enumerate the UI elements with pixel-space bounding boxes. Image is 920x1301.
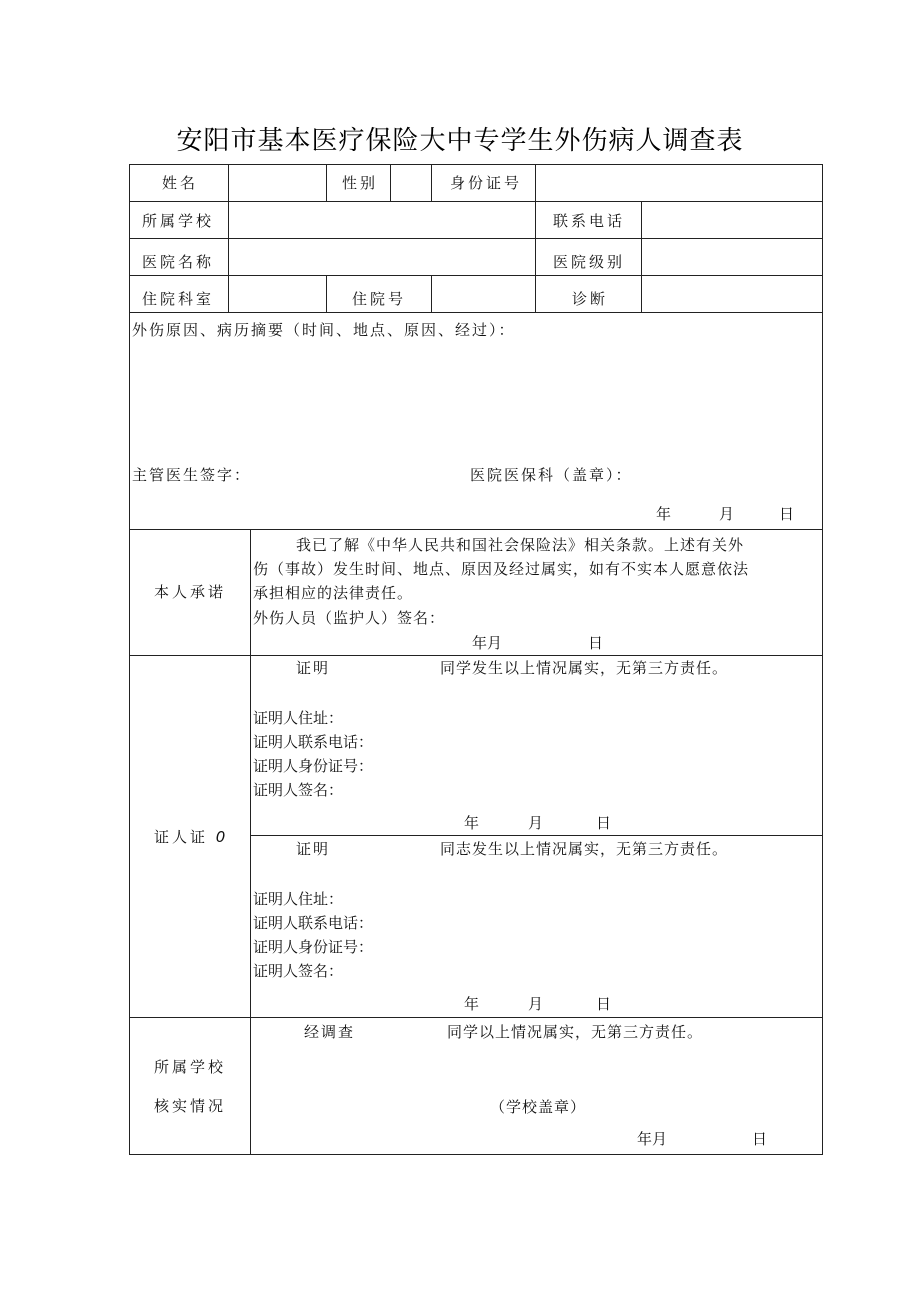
date-day: 日 (752, 1130, 768, 1148)
witness-signature-label: 证明人签名： (253, 781, 344, 799)
school-verify-label: 所属学校 (154, 1058, 227, 1076)
commitment-text-line: 承担相应的法律责任。 (253, 584, 414, 602)
commitment-label: 本人承诺 (154, 583, 227, 601)
witness-phone-label: 证明人联系电话： (253, 733, 374, 751)
row-divider (129, 312, 823, 313)
page-title: 安阳市基本医疗保险大中专学生外伤病人调查表 (176, 126, 744, 156)
row-divider (250, 835, 823, 836)
gender-label: 性别 (342, 174, 379, 192)
insurance-dept-stamp-label: 医院医保科（盖章）： (470, 466, 633, 484)
doctor-signature-label: 主管医生签字： (132, 466, 252, 484)
gender-field[interactable] (391, 165, 431, 201)
hospital-level-label: 医院级别 (553, 253, 626, 271)
column-divider (326, 275, 327, 312)
school-verify-label: 核实情况 (154, 1097, 227, 1115)
date-day: 日 (588, 634, 604, 652)
department-label: 住院科室 (142, 290, 215, 308)
admission-number-label: 住院号 (352, 290, 407, 308)
witness-id-label: 证明人身份证号： (253, 757, 374, 775)
row-divider (129, 655, 823, 656)
table-border-bottom (129, 1154, 823, 1155)
witness-id-label: 证明人身份证号： (253, 938, 374, 956)
witness-signature-label: 证明人签名： (253, 962, 344, 980)
date-year: 年 (464, 814, 480, 832)
investigated-label: 经调查 (304, 1023, 356, 1041)
table-border-left (129, 164, 130, 1155)
witness-statement: 同学发生以上情况属实，无第三方责任。 (440, 659, 729, 677)
date-month: 月 (719, 505, 735, 523)
prove-label: 证明 (296, 840, 331, 858)
diagnosis-field[interactable] (642, 276, 822, 312)
date-month: 月 (528, 814, 544, 832)
guardian-signature-label: 外伤人员（监护人）签名： (253, 609, 446, 627)
injury-cause-label: 外伤原因、病历摘要（时间、地点、原因、经过）： (132, 321, 516, 339)
date-day: 日 (779, 505, 795, 523)
department-field[interactable] (229, 276, 326, 312)
witness-statement: 同志发生以上情况属实，无第三方责任。 (440, 840, 729, 858)
commitment-text-line: 我已了解《中华人民共和国社会保险法》相关条款。上述有关外 (296, 536, 745, 554)
date-year: 年 (656, 505, 672, 523)
id-number-label: 身份证号 (450, 174, 523, 192)
hospital-name-label: 医院名称 (142, 253, 215, 271)
phone-field[interactable] (642, 202, 822, 238)
date-month: 月 (528, 995, 544, 1013)
column-divider (431, 164, 432, 201)
table-border-right (822, 164, 823, 1155)
date-day: 日 (596, 995, 612, 1013)
injury-summary-area[interactable] (131, 342, 821, 457)
witness-address-label: 证明人住址： (253, 709, 344, 727)
school-statement: 同学以上情况属实，无第三方责任。 (447, 1023, 704, 1041)
witness-address-label: 证明人住址： (253, 890, 344, 908)
date-day: 日 (596, 814, 612, 832)
row-divider (129, 1017, 823, 1018)
school-label: 所属学校 (142, 212, 215, 230)
id-number-field[interactable] (536, 165, 822, 201)
date-year-month: 年月 (472, 634, 503, 652)
school-stamp-label: （学校盖章） (490, 1098, 587, 1116)
name-label: 姓名 (162, 174, 199, 192)
row-divider (129, 529, 823, 530)
name-field[interactable] (229, 165, 326, 201)
hospital-name-field[interactable] (229, 239, 535, 275)
hospital-level-field[interactable] (642, 239, 822, 275)
admission-number-field[interactable] (432, 276, 535, 312)
school-field[interactable] (229, 202, 535, 238)
column-divider (326, 164, 327, 201)
witness-label: 证人证 0 (154, 828, 229, 846)
date-year-month: 年月 (637, 1130, 668, 1148)
diagnosis-label: 诊断 (572, 290, 609, 308)
column-divider (250, 529, 251, 1154)
witness-phone-label: 证明人联系电话： (253, 914, 374, 932)
witness-label-mark: 0 (215, 828, 229, 846)
commitment-text-line: 伤（事故）发生时间、地点、原因及经过属实，如有不实本人愿意依法 (253, 560, 750, 578)
prove-label: 证明 (296, 659, 331, 677)
date-year: 年 (464, 995, 480, 1013)
phone-label: 联系电话 (553, 212, 626, 230)
